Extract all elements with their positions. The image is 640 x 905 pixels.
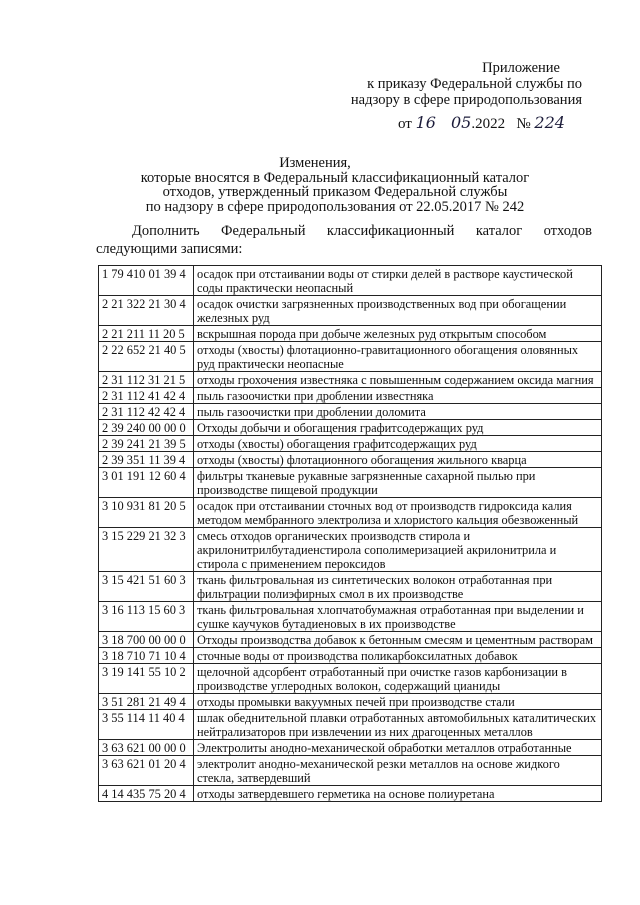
waste-name-cell: смесь отходов органических производств стирола и акрилонитрилбутадиенстирола сополимеризацией акрилонитрила и стирола с применением пероксидов	[194, 528, 602, 572]
title-line-3: отходов, утвержденный приказом Федеральной службы	[162, 184, 508, 200]
table-row	[99, 756, 602, 786]
waste-name-cell: фильтры тканевые рукавные загрязненные сахарной пылью при производстве пищевой продукции	[194, 468, 602, 498]
waste-name-cell: отходы грохочения известняка с повышенным содержанием оксида магния	[194, 372, 602, 388]
table-row	[99, 326, 602, 342]
waste-code-cell: 2 39 241 21 39 5	[99, 436, 194, 452]
waste-name-cell: Отходы производства добавок к бетонным смесям и цементным растворам	[194, 632, 602, 648]
order-month-handwritten: 05	[450, 113, 472, 132]
order-date-number	[398, 113, 565, 133]
waste-code-cell: 2 39 351 11 39 4	[99, 452, 194, 468]
table-row	[99, 572, 602, 602]
waste-name-cell: отходы промывки вакуумных печей при производстве стали	[194, 694, 602, 710]
waste-code-cell: 3 18 710 71 10 4	[99, 648, 194, 664]
order-prefix: от	[398, 116, 412, 132]
table-row	[99, 452, 602, 468]
waste-code-cell: 2 31 112 42 42 4	[99, 404, 194, 420]
appendix-label: Приложение	[482, 60, 560, 76]
waste-code-cell: 3 51 281 21 49 4	[99, 694, 194, 710]
waste-code-cell: 3 01 191 12 60 4	[99, 468, 194, 498]
waste-name-cell: отходы (хвосты) флотационно-гравитационного обогащения оловянных руд практически неопасные	[194, 342, 602, 372]
waste-code-cell: 3 15 421 51 60 3	[99, 572, 194, 602]
waste-name-cell: осадок очистки загрязненных производственных вод при обогащении железных руд	[194, 296, 602, 326]
title-line-4: по надзору в сфере природопользования от 22.05.2017 № 242	[145, 198, 525, 215]
waste-code-cell: 3 63 621 00 00 0	[99, 740, 194, 756]
table-row	[99, 602, 602, 632]
waste-name-cell: пыль газоочистки при дроблении доломита	[194, 404, 602, 420]
order-day-handwritten: 16	[415, 113, 436, 132]
title-line-1: Изменения,	[279, 155, 351, 171]
table-row	[99, 740, 602, 756]
waste-name-cell: ткань фильтровальная из синтетических волокон отработанная при фильтрации полиэфирных смол в их производстве	[194, 572, 602, 602]
waste-code-cell: 2 39 240 00 00 0	[99, 420, 194, 436]
waste-code-cell: 3 63 621 01 20 4	[99, 756, 194, 786]
waste-catalog-table	[98, 265, 602, 802]
appendix-agency: надзору в сфере природопользования	[350, 92, 582, 108]
waste-code-cell: 1 79 410 01 39 4	[99, 266, 194, 296]
appendix-order-ref: к приказу Федеральной службы по	[367, 76, 582, 92]
table-row	[99, 296, 602, 326]
waste-name-cell: осадок при отстаивании сточных вод от производств гидроксида калия методом мембранного электролиза и хлористого кальция обезвоженный	[194, 498, 602, 528]
table-row	[99, 694, 602, 710]
table-row	[99, 786, 602, 802]
waste-name-cell: шлак обеднительной плавки отработанных автомобильных каталитических нейтрализаторов при извлечении из них драгоценных металлов	[194, 710, 602, 740]
waste-name-cell: электролит анодно-механической резки металлов на основе жидкого стекла, затвердевший	[194, 756, 602, 786]
waste-code-cell: 3 18 700 00 00 0	[99, 632, 194, 648]
waste-code-cell: 2 31 112 41 42 4	[99, 388, 194, 404]
table-row	[99, 710, 602, 740]
order-number-handwritten: 224	[534, 113, 565, 132]
waste-code-cell: 2 21 322 21 30 4	[99, 296, 194, 326]
waste-name-cell: сточные воды от производства поликарбоксилатных добавок	[194, 648, 602, 664]
waste-code-cell: 3 19 141 55 10 2	[99, 664, 194, 694]
order-number-sign: №	[516, 116, 531, 132]
table-row	[99, 372, 602, 388]
waste-name-cell: пыль газоочистки при дроблении известняка	[194, 388, 602, 404]
waste-name-cell: отходы (хвосты) флотационного обогащения жильного кварца	[194, 452, 602, 468]
table-row	[99, 404, 602, 420]
table-row	[99, 528, 602, 572]
table-row	[99, 648, 602, 664]
waste-name-cell: вскрышная порода при добыче железных руд открытым способом	[194, 326, 602, 342]
appendix-header	[262, 60, 582, 108]
waste-name-cell: отходы затвердевшего герметика на основе полиуретана	[194, 786, 602, 802]
table-row	[99, 498, 602, 528]
waste-name-cell: Электролиты анодно-механической обработки металлов отработанные	[194, 740, 602, 756]
waste-name-cell: ткань фильтровальная хлопчатобумажная отработанная при выделении и сушке каучуков бутадиеновых в их производстве	[194, 602, 602, 632]
table-row	[99, 266, 602, 296]
table-row	[99, 664, 602, 694]
order-year: .2022	[471, 116, 506, 132]
intro-line-2: следующими записями:	[96, 241, 243, 257]
table-row	[99, 388, 602, 404]
waste-code-cell: 4 14 435 75 20 4	[99, 786, 194, 802]
table-row	[99, 632, 602, 648]
document-title	[90, 156, 580, 214]
waste-name-cell: отходы (хвосты) обогащения графитсодержащих руд	[194, 436, 602, 452]
table-row	[99, 436, 602, 452]
waste-code-cell: 2 22 652 21 40 5	[99, 342, 194, 372]
waste-code-cell: 3 10 931 81 20 5	[99, 498, 194, 528]
table-row	[99, 420, 602, 436]
title-line-2: которые вносятся в Федеральный классификационный каталог	[140, 169, 530, 186]
waste-code-cell: 2 21 211 11 20 5	[99, 326, 194, 342]
table-row	[99, 468, 602, 498]
intro-paragraph	[96, 222, 592, 258]
waste-table-body	[99, 266, 602, 802]
waste-name-cell: осадок при отстаивании воды от стирки делей в растворе каустической соды практически неопасный	[194, 266, 602, 296]
waste-code-cell: 3 55 114 11 40 4	[99, 710, 194, 740]
waste-code-cell: 3 16 113 15 60 3	[99, 602, 194, 632]
waste-name-cell: щелочной адсорбент отработанный при очистке газов карбонизации в производстве углеродных волокон, содержащий цианиды	[194, 664, 602, 694]
waste-code-cell: 3 15 229 21 32 3	[99, 528, 194, 572]
table-row	[99, 342, 602, 372]
intro-line-1: Дополнить Федеральный классификационный каталог отходов	[132, 223, 592, 239]
waste-name-cell: Отходы добычи и обогащения графитсодержащих руд	[194, 420, 602, 436]
waste-code-cell: 2 31 112 31 21 5	[99, 372, 194, 388]
